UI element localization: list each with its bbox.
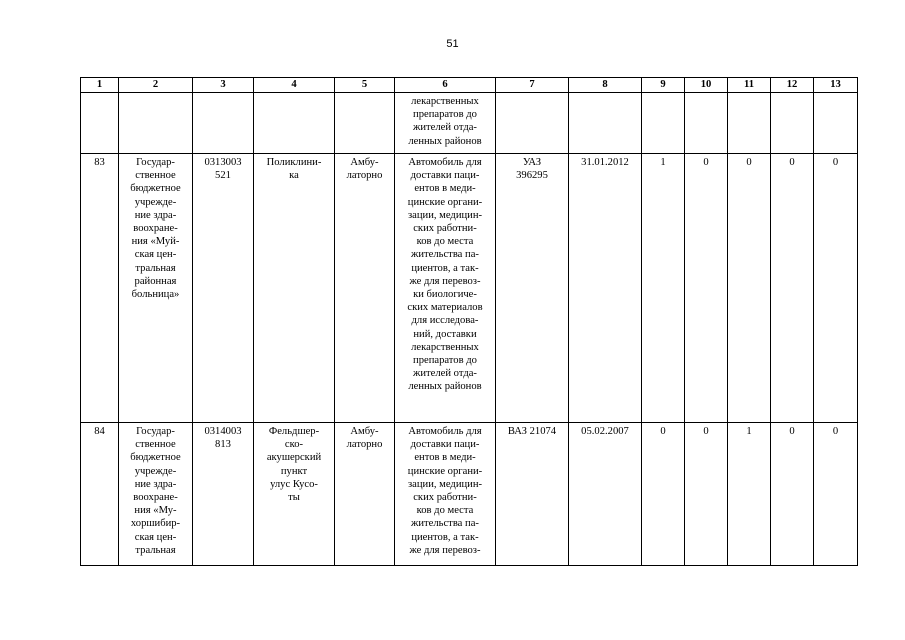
column-header: 10: [685, 78, 728, 93]
cell-care-type: Амбу- латорно: [335, 154, 395, 423]
cell-code: [193, 93, 254, 154]
cell-number: 84: [81, 423, 119, 566]
cell-vehicle: ВАЗ 21074: [496, 423, 569, 566]
cell-col11: 0: [728, 154, 771, 423]
cell-number: 83: [81, 154, 119, 423]
column-header: 6: [395, 78, 496, 93]
column-header: 9: [642, 78, 685, 93]
cell-institution: [119, 93, 193, 154]
cell-division: [254, 93, 335, 154]
cell-col11: 1: [728, 423, 771, 566]
column-header: 2: [119, 78, 193, 93]
cell-code: 0314003 813: [193, 423, 254, 566]
cell-col11: [728, 93, 771, 154]
column-header: 8: [569, 78, 642, 93]
cell-col9: 1: [642, 154, 685, 423]
cell-date: 31.01.2012: [569, 154, 642, 423]
cell-col12: 0: [771, 154, 814, 423]
cell-code: 0313003 521: [193, 154, 254, 423]
page-number: 51: [446, 38, 459, 50]
cell-division: Фельдшер- ско- акушерский пункт улус Кусо- ты: [254, 423, 335, 566]
vehicle-registry-table: [80, 77, 858, 566]
cell-purpose: Автомобиль для доставки паци- ентов в меди- цинские органи- зации, медицин- ских работни- ков до места жительства па- циентов, а так- же для перевоз- ки биологиче- ских материалов для исследова- ний, доставки лекарственных препаратов до жителей отда- ленных районов: [395, 154, 496, 423]
cell-col10: 0: [685, 423, 728, 566]
cell-vehicle: [496, 93, 569, 154]
column-header: 12: [771, 78, 814, 93]
cell-institution: Государ- ственное бюджетное учрежде- ние здра- воохране- ния «Муй- ская цен- тральная районная больница»: [119, 154, 193, 423]
cell-care-type: Амбу- латорно: [335, 423, 395, 566]
cell-col12: [771, 93, 814, 154]
column-header: 13: [814, 78, 858, 93]
column-header: 7: [496, 78, 569, 93]
cell-date: 05.02.2007: [569, 423, 642, 566]
column-header: 4: [254, 78, 335, 93]
column-header: 1: [81, 78, 119, 93]
table-row: [81, 93, 858, 154]
cell-vehicle: УАЗ 396295: [496, 154, 569, 423]
cell-col10: 0: [685, 154, 728, 423]
column-header: 3: [193, 78, 254, 93]
cell-purpose: Автомобиль для доставки паци- ентов в меди- цинские органи- зации, медицин- ских работни- ков до места жительства па- циентов, а так- же для перевоз-: [395, 423, 496, 566]
column-header: 11: [728, 78, 771, 93]
cell-col9: 0: [642, 423, 685, 566]
table-row: [81, 154, 858, 423]
cell-col12: 0: [771, 423, 814, 566]
cell-col10: [685, 93, 728, 154]
table-row: [81, 423, 858, 566]
cell-col13: 0: [814, 154, 858, 423]
cell-care-type: [335, 93, 395, 154]
cell-purpose: лекарственных препаратов до жителей отда- ленных районов: [395, 93, 496, 154]
cell-col13: [814, 93, 858, 154]
cell-number: [81, 93, 119, 154]
cell-col13: 0: [814, 423, 858, 566]
cell-institution: Государ- ственное бюджетное учрежде- ние здра- воохране- ния «Му- хоршибир- ская цен- тральная: [119, 423, 193, 566]
cell-date: [569, 93, 642, 154]
header-row: [81, 78, 858, 93]
column-header: 5: [335, 78, 395, 93]
cell-division: Поликлини- ка: [254, 154, 335, 423]
cell-col9: [642, 93, 685, 154]
